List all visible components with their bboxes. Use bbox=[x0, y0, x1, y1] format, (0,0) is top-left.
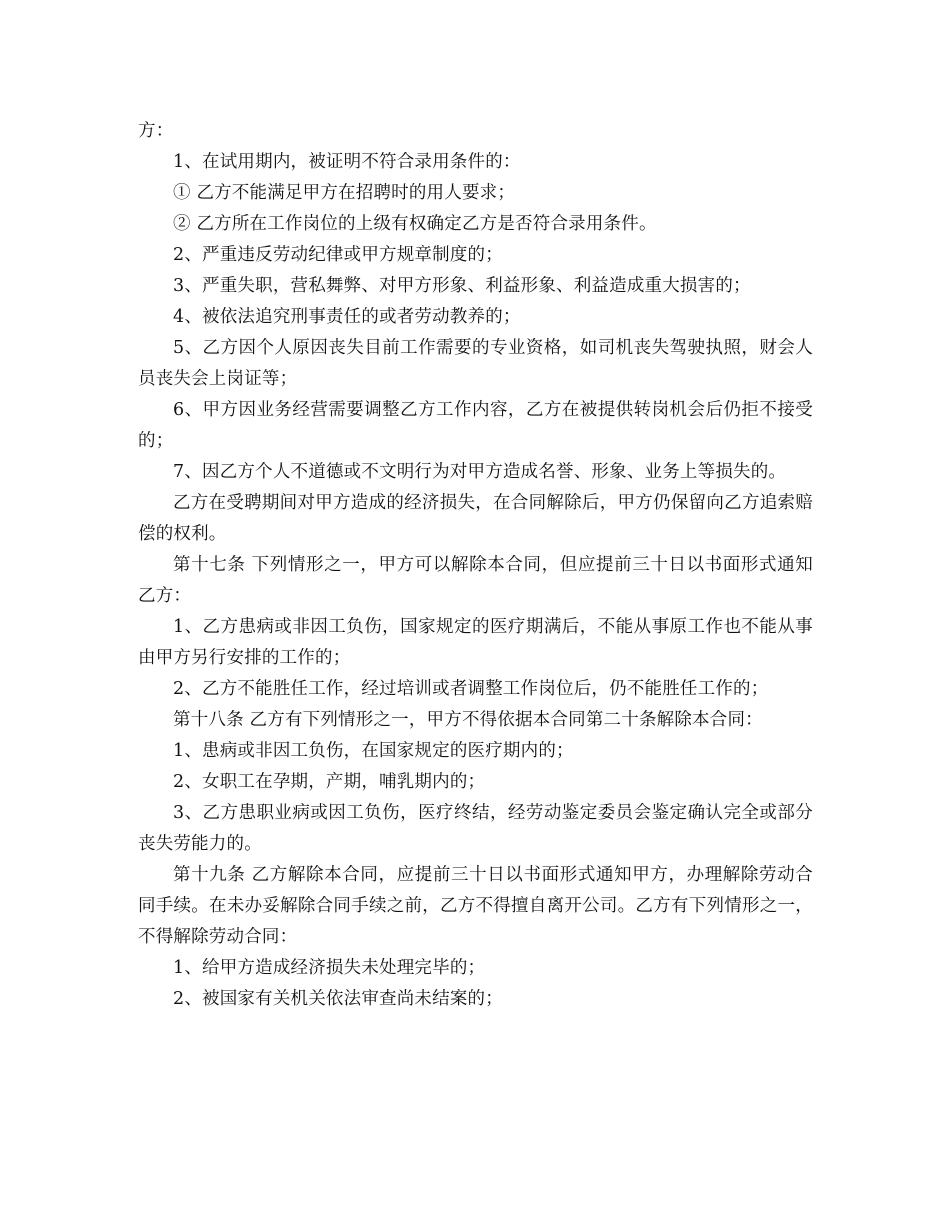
paragraph: 2、被国家有关机关依法审查尚未结案的； bbox=[173, 989, 503, 1009]
paragraph: 1、给甲方造成经济损失未处理完毕的； bbox=[173, 958, 486, 978]
paragraph: 2、严重违反劳动纪律或甲方规章制度的； bbox=[173, 245, 503, 265]
paragraph: 1、乙方患病或非因工负伤，国家规定的医疗期满后，不能从事原工作也不能从事由甲方另行安排的工作的； bbox=[138, 617, 813, 668]
paragraph: 7、因乙方个人不道德或不文明行为对甲方造成名誉、形象、业务上等损失的。 bbox=[173, 462, 787, 482]
paragraph: 方： bbox=[138, 121, 174, 141]
paragraph: 4、被依法追究刑事责任的或者劳动教养的； bbox=[173, 307, 521, 327]
paragraph: 2、女职工在孕期，产期，哺乳期内的； bbox=[173, 772, 486, 792]
article-18: 第十八条 乙方有下列情形之一，甲方不得依据本合同第二十条解除本合同： bbox=[173, 710, 763, 730]
paragraph: 3、严重失职，营私舞弊、对甲方形象、利益形象、利益造成重大损害的； bbox=[173, 276, 751, 296]
paragraph: 2、乙方不能胜任工作，经过培训或者调整工作岗位后，仍不能胜任工作的； bbox=[173, 679, 769, 699]
paragraph: 1、患病或非因工负伤，在国家规定的医疗期内的； bbox=[173, 741, 574, 761]
article-19: 第十九条 乙方解除本合同，应提前三十日以书面形式通知甲方，办理解除劳动合同手续。在未办妥解除合同手续之前，乙方不得擅自离开公司。乙方有下列情形之一，不得解除劳动合同： bbox=[138, 865, 813, 947]
paragraph: ② 乙方所在工作岗位的上级有权确定乙方是否符合录用条件。 bbox=[173, 214, 657, 234]
paragraph: ① 乙方不能满足甲方在招聘时的用人要求； bbox=[173, 183, 516, 203]
paragraph: 乙方在受聘期间对甲方造成的经济损失，在合同解除后，甲方仍保留向乙方追索赔偿的权利。 bbox=[138, 493, 813, 544]
paragraph: 6、甲方因业务经营需要调整乙方工作内容，乙方在被提供转岗机会后仍拒不接受的； bbox=[138, 400, 813, 451]
paragraph: 5、乙方因个人原因丧失目前工作需要的专业资格，如司机丧失驾驶执照，财会人员丧失会上岗证等； bbox=[138, 338, 813, 389]
article-17: 第十七条 下列情形之一，甲方可以解除本合同，但应提前三十日以书面形式通知乙方： bbox=[138, 555, 813, 606]
paragraph: 1、在试用期内，被证明不符合录用条件的： bbox=[173, 152, 521, 172]
paragraph: 3、乙方患职业病或因工负伤，医疗终结，经劳动鉴定委员会鉴定确认完全或部分丧失劳能力的。 bbox=[138, 803, 813, 854]
document-body bbox=[138, 116, 813, 1015]
